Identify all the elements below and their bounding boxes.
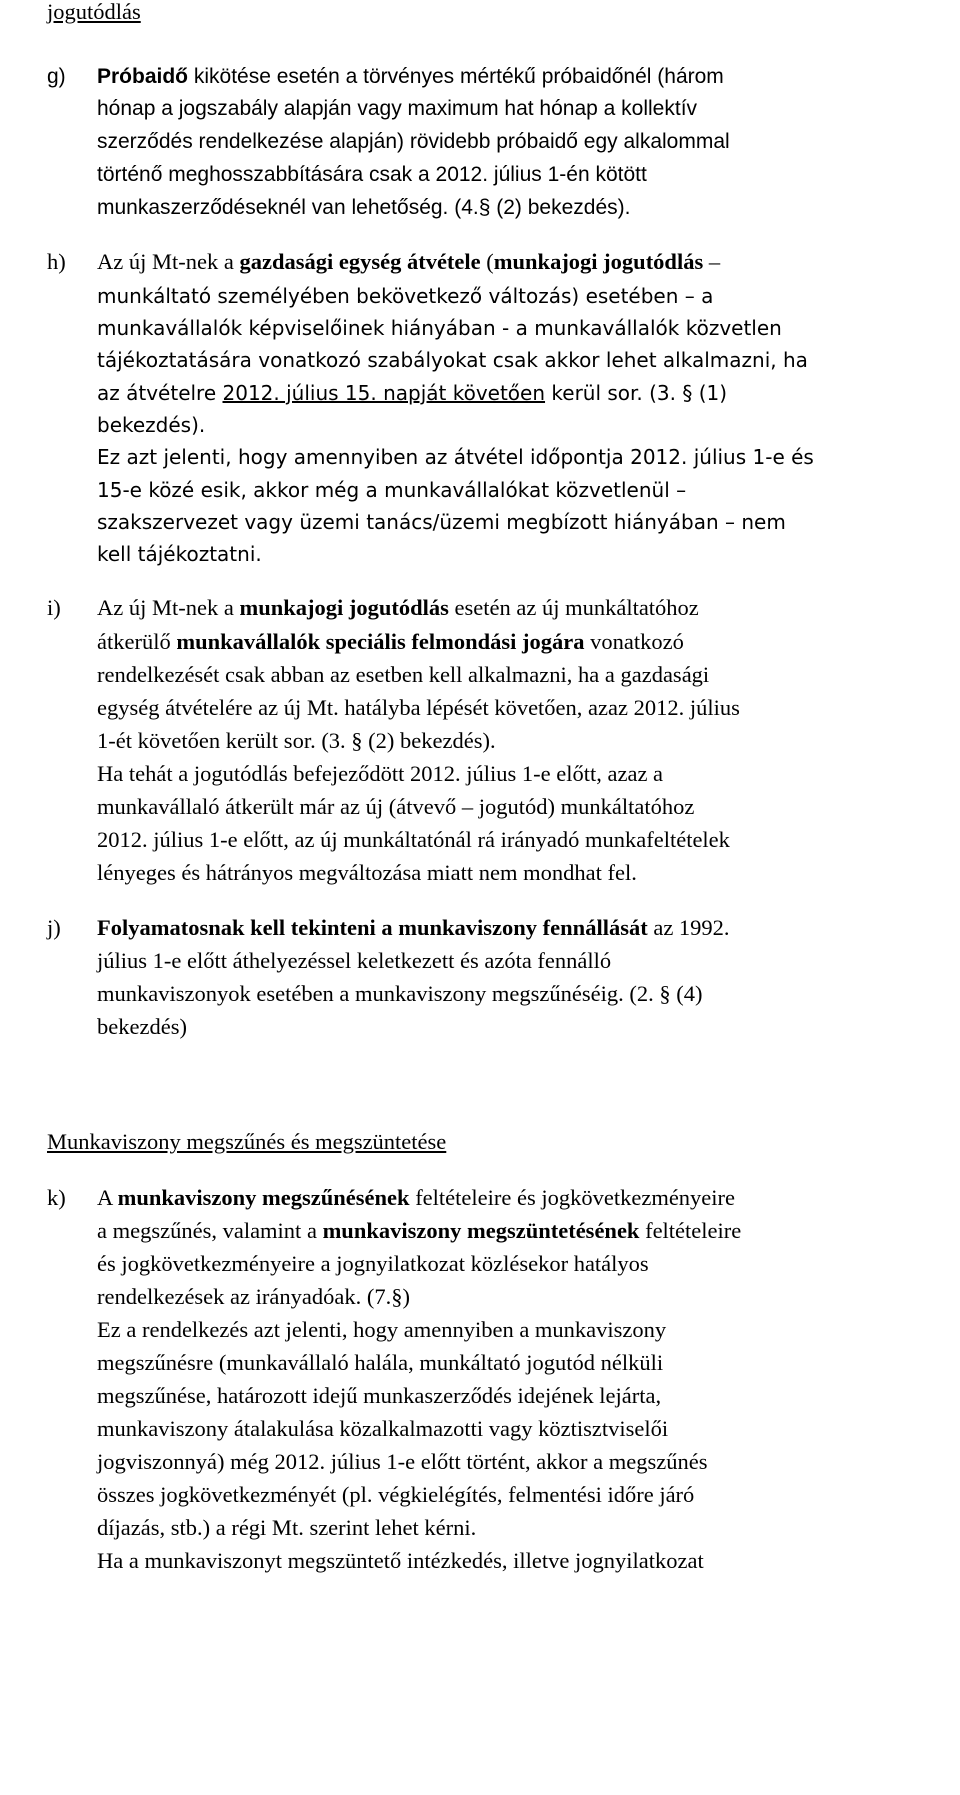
item-h-marker: h)	[47, 249, 66, 274]
item-h-line: munkáltató személyében bekövetkező változás) esetében – a	[97, 284, 714, 308]
item-k-line: és jogkövetkezményeire a jognyilatkozat közlésekor hatályos	[97, 1251, 649, 1276]
document-page: jogutódlás g) Próbaidő kikötése esetén a törvényes mértékű próbaidőnél (három hónap a jogszabály alapján vagy maximum hat hónap a kollektív szerződés rendelkezése alapján) rövidebb próbaidő egy alkalommal történő meghosszabbítására csak a 2012. július 1-én kötött munkaszerződéseknél van lehetőség. (4.§ (2) bekezdés). h) Az új Mt-nek a gazdasági egység átvétele (munkajogi jogutódlás – munkáltató személyében bekövetkező változás) esetében – a munkavállalók képviselőinek hiányában - a munkavállalók közvetlen tájékoztatására vonatkozó szabályokat csak akkor lehet alkalmazni, ha az átvételre 2012. július 15. napját követően kerül sor. (3. § (1) bekezdés). Ez azt jelenti, hogy amennyiben az átvétel időpontja 2012. július 1-e és 15-e közé esik, akkor még a munkavállalókat közvetlenül – szakszervezet vagy üzemi tanács/üzemi megbízott hiányában – nem kell tájékoztatni. i) Az új Mt-nek a munkajogi jogutódlás esetén az új munkáltatóhoz átkerülő munkavállalók speciális felmondási jogára vonatkozó rendelkezését csak abban az esetben kell alkalmazni, ha a gazdasági egység átvételére az új Mt. hatályba lépését követően, azaz 2012. július 1-ét követően került sor. (3. § (2) bekezdés). Ha tehát a jogutódlás befejeződött 2012. július 1-e előtt, azaz a munkavállaló átkerült már az új (átvevő – jogutód) munkáltatóhoz 2012. július 1-e előtt, az új munkáltatónál rá irányadó munkafeltételek lényeges és hátrányos megváltozása miatt nem mondhat fel. j) Folyamatosnak kell tekinteni a munkaviszony fennállását az 1992. július 1-e előtt áthelyezéssel keletkezett és azóta fennálló munkaviszonyok esetében a munkaviszony megszűnéséig. (2. § (4) bekezdés) Munkaviszony megszűnés és megszüntetése k) A munkaviszony megszűnésének feltételeire és jogkövetkezményeire a megszűnés, valamint a munkaviszony megszüntetésének feltételeire és jogkövetkezményeire a jognyilatkozat közlésekor hatályos rendelkezések az irányadóak. (7.§) Ez a rendelkezés azt jelenti, hogy amennyiben a munkaviszony megszűnésre (munkavállaló halála, munkáltató jogutód nélküli megszűnése, határozott idejű munkaszerződés idejének lejárta, munkaviszony átalakulása közalkalmazotti vagy köztisztviselői jogviszonnyá) még 2012. július 1-e előtt történt, akkor a megszűnés összes jogkövetkezményét (pl. végkielégítés, felmentési időre járó díjazás, stb.) a régi Mt. szerint lehet kérni. Ha a munkaviszonyt megszüntető intézkedés, illetve jognyilatkozat	[0, 0, 960, 1795]
term-megszunes: munkaviszony megszűnésének	[117, 1185, 410, 1210]
item-j-line: július 1-e előtt áthelyezéssel keletkezett és azóta fennálló	[97, 948, 612, 973]
item-h-line: tájékoztatására vonatkozó szabályokat csak akkor lehet alkalmazni, ha	[97, 348, 808, 372]
item-k-line: munkaviszony átalakulása közalkalmazotti vagy köztisztviselői	[97, 1416, 669, 1441]
date-underlined: 2012. július 15. napját követően	[222, 381, 546, 405]
item-g-line: hónap a jogszabály alapján vagy maximum hat hónap a kollektív	[97, 97, 698, 120]
section-title: Munkaviszony megszűnés és megszüntetése	[47, 1129, 447, 1154]
term-munkajogi-jogutodlas: munkajogi jogutódlás	[239, 595, 449, 620]
item-k-line: Ha a munkaviszonyt megszüntető intézkedés, illetve jognyilatkozat	[97, 1548, 704, 1573]
item-k-marker: k)	[47, 1185, 66, 1210]
term-megszuntetes: munkaviszony megszüntetésének	[322, 1218, 640, 1243]
term-gazdasagi-egyseg: gazdasági egység átvétele	[239, 249, 481, 274]
item-g-marker: g)	[47, 65, 66, 88]
item-k-line: díjazás, stb.) a régi Mt. szerint lehet kérni.	[97, 1515, 477, 1540]
item-i-line: 2012. július 1-e előtt, az új munkáltatónál rá irányadó munkafeltételek	[97, 827, 730, 852]
item-i-line: Ha tehát a jogutódlás befejeződött 2012. július 1-e előtt, azaz a	[97, 761, 664, 786]
item-i-line: munkavállaló átkerült már az új (átvevő – jogutód) munkáltatóhoz	[97, 794, 695, 819]
item-k-line: összes jogkövetkezményét (pl. végkielégítés, felmentési időre járó	[97, 1482, 695, 1507]
item-k-line: megszűnésre (munkavállaló halála, munkáltató jogutód nélküli	[97, 1350, 664, 1375]
item-h-line: Ez azt jelenti, hogy amennyiben az átvétel időpontja 2012. július 1-e és	[97, 445, 814, 469]
item-k-line: rendelkezések az irányadóak. (7.§)	[97, 1284, 410, 1309]
item-h-line: bekezdés).	[97, 413, 206, 437]
item-k-line: jogviszonnyá) még 2012. július 1-e előtt történt, akkor a megszűnés	[97, 1449, 708, 1474]
item-j-line: bekezdés)	[97, 1014, 187, 1039]
item-h-line: 15-e közé esik, akkor még a munkavállalókat közvetlenül –	[97, 478, 687, 502]
page-header: jogutódlás	[47, 0, 141, 24]
item-g-line: szerződés rendelkezése alapján) rövidebb próbaidő egy alkalommal	[97, 130, 730, 153]
item-h-line: szakszervezet vagy üzemi tanács/üzemi megbízott hiányában – nem	[97, 510, 786, 534]
term-probaido: Próbaidő	[97, 65, 189, 88]
item-k-line: Ez a rendelkezés azt jelenti, hogy amennyiben a munkaviszony	[97, 1317, 667, 1342]
item-i-line: lényeges és hátrányos megváltozása miatt nem mondhat fel.	[97, 860, 637, 885]
item-k-line: megszűnése, határozott idejű munkaszerződés idejének lejárta,	[97, 1383, 662, 1408]
item-h-line: kell tájékoztatni.	[97, 542, 262, 566]
item-i-marker: i)	[47, 595, 61, 620]
item-i-line: átkerülő munkavállalók speciális felmondási jogára vonatkozó	[97, 629, 684, 654]
item-h-line: az átvételre 2012. július 15. napját követően kerül sor. (3. § (1)	[97, 381, 728, 405]
term-folyamatos-munkaviszony: Folyamatosnak kell tekinteni a munkaviszony fennállását	[97, 915, 648, 940]
item-i-line: 1-ét követően került sor. (3. § (2) bekezdés).	[97, 728, 496, 753]
item-i-line: egység átvételére az új Mt. hatályba lépését követően, azaz 2012. július	[97, 695, 740, 720]
item-i-line: rendelkezését csak abban az esetben kell alkalmazni, ha a gazdasági	[97, 662, 710, 687]
item-g-line: történő meghosszabbítására csak a 2012. július 1-én kötött	[97, 163, 647, 186]
item-h-line: munkavállalók képviselőinek hiányában - a munkavállalók közvetlen	[97, 316, 782, 340]
item-j-marker: j)	[47, 915, 61, 940]
term-felmondasi-jog: munkavállalók speciális felmondási jogára	[176, 629, 585, 654]
item-j-line: munkaviszonyok esetében a munkaviszony megszűnéséig. (2. § (4)	[97, 981, 703, 1006]
term-munkajogi-jogutodlas: munkajogi jogutódlás	[493, 249, 704, 274]
item-g-line: munkaszerződéseknél van lehetőség. (4.§ (2) bekezdés).	[97, 196, 631, 219]
item-k-line: a megszűnés, valamint a munkaviszony megszüntetésének feltételeire	[97, 1218, 742, 1243]
